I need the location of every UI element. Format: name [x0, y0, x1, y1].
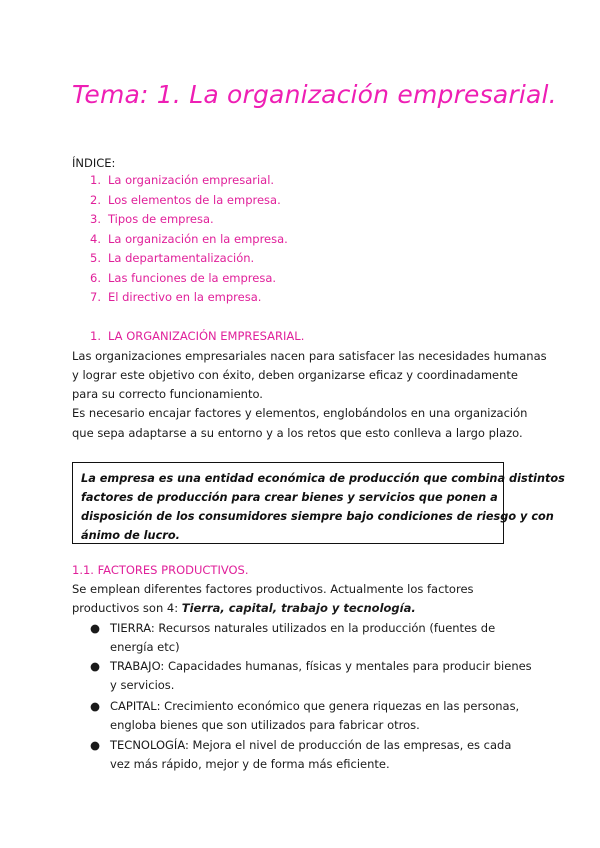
- list-item-text: TRABAJO: Capacidades humanas, físicas y mentales para producir bienes: [110, 659, 532, 673]
- definition-line: ánimo de lucro.: [81, 529, 180, 542]
- toc-item-label: La organización en la empresa.: [108, 232, 288, 246]
- section-title: LA ORGANIZACIÓN EMPRESARIAL.: [108, 329, 305, 343]
- paragraph-line: Se emplean diferentes factores productivos. Actualmente los factores: [72, 582, 474, 596]
- toc-item-label: Las funciones de la empresa.: [108, 271, 277, 285]
- toc-item-number: 5.: [90, 251, 101, 265]
- toc-item-label: La organización empresarial.: [108, 173, 275, 187]
- list-item-text: energía etc): [110, 640, 180, 654]
- toc-item-label: La departamentalización.: [108, 251, 255, 265]
- toc-item[interactable]: [90, 232, 288, 246]
- toc-item-label: Tipos de empresa.: [108, 212, 214, 226]
- section-heading: [90, 329, 304, 343]
- list-item-text: CAPITAL: Crecimiento económico que genera riquezas en las personas,: [110, 699, 520, 713]
- list-item-text: TECNOLOGÍA: Mejora el nivel de producción de las empresas, es cada: [110, 738, 512, 752]
- toc-item-number: 7.: [90, 290, 101, 304]
- toc-item-number: 2.: [90, 193, 101, 207]
- toc-item-label: Los elementos de la empresa.: [108, 193, 281, 207]
- paragraph-line: Es necesario encajar factores y elementos, englobándolos en una organización: [72, 406, 528, 420]
- paragraph-line: [72, 599, 416, 618]
- toc-item-number: 1.: [90, 173, 101, 187]
- toc-item-number: 6.: [90, 271, 101, 285]
- paragraph-text: productivos son 4:: [72, 601, 182, 615]
- toc-item-number: 3.: [90, 212, 101, 226]
- paragraph-line: Las organizaciones empresariales nacen para satisfacer las necesidades humanas: [72, 349, 547, 363]
- page-title: Tema: 1. La organización empresarial.: [72, 80, 557, 109]
- bullet-icon: ●: [90, 699, 101, 713]
- toc-item-label: El directivo en la empresa.: [108, 290, 262, 304]
- toc-item[interactable]: [90, 271, 276, 285]
- index-heading: ÍNDICE:: [72, 156, 116, 170]
- toc-item[interactable]: [90, 193, 281, 207]
- toc-item-number: 4.: [90, 232, 101, 246]
- bullet-icon: ●: [90, 621, 101, 635]
- list-item-text: vez más rápido, mejor y de forma más eficiente.: [110, 757, 390, 771]
- list-item-text: y servicios.: [110, 678, 175, 692]
- factors-list-emphasis: Tierra, capital, trabajo y tecnología.: [181, 601, 416, 615]
- definition-box: [72, 462, 565, 544]
- list-item-text: TIERRA: Recursos naturales utilizados en la producción (fuentes de: [110, 621, 496, 635]
- paragraph-line: y lograr este objetivo con éxito, deben organizarse eficaz y coordinadamente: [72, 368, 519, 382]
- bullet-icon: ●: [90, 738, 101, 752]
- toc-item[interactable]: [90, 290, 261, 304]
- bullet-icon: ●: [90, 659, 101, 673]
- paragraph-line: que sepa adaptarse a su entorno y a los retos que esto conlleva a largo plazo.: [72, 426, 523, 440]
- list-item-text: engloba bienes que son utilizados para fabricar otros.: [110, 718, 420, 732]
- paragraph-line: para su correcto funcionamiento.: [72, 387, 263, 401]
- toc-item[interactable]: [90, 251, 254, 265]
- definition-line: La empresa es una entidad económica de producción que combina distintos: [81, 472, 565, 485]
- subsection-heading: 1.1. FACTORES PRODUCTIVOS.: [72, 563, 249, 577]
- section-number: 1.: [90, 329, 101, 343]
- definition-line: disposición de los consumidores siempre bajo condiciones de riesgo y con: [81, 510, 554, 523]
- definition-line: factores de producción para crear bienes y servicios que ponen a: [81, 491, 498, 504]
- toc-item[interactable]: [90, 212, 214, 226]
- toc-item[interactable]: [90, 173, 274, 187]
